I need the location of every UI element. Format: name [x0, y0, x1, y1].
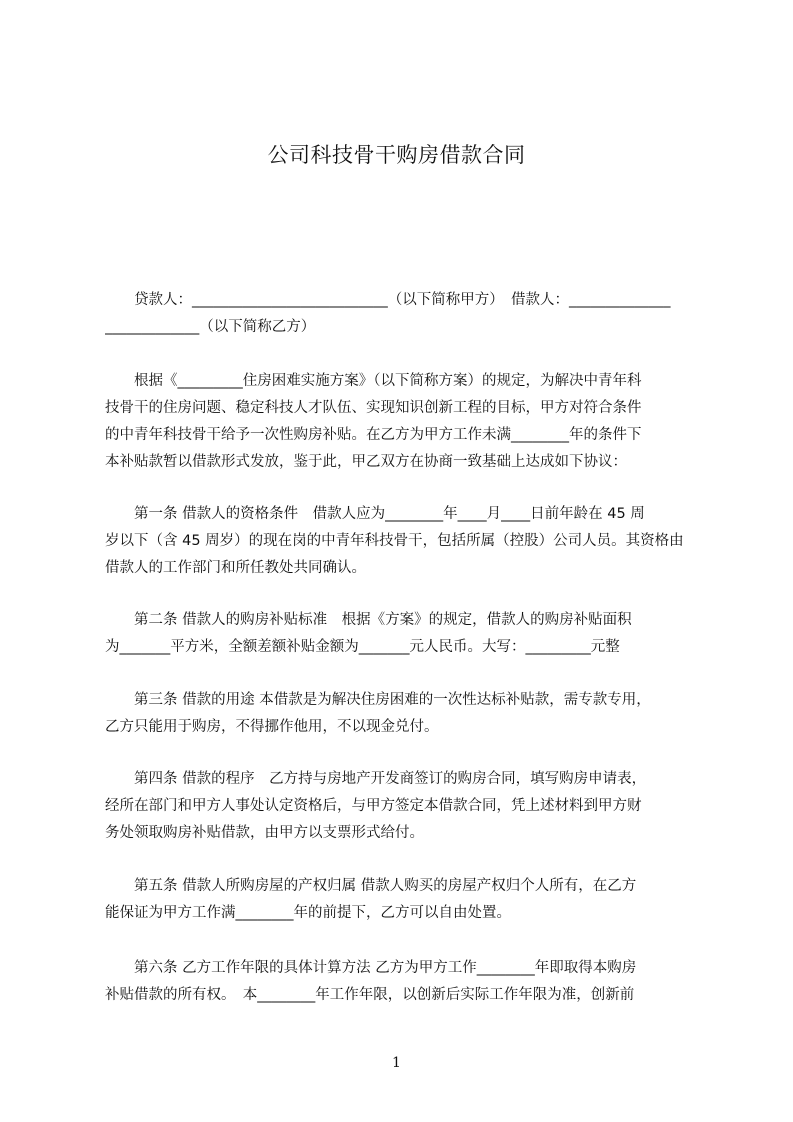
text-line: 第三条 借款的用途 本借款是为解决住房困难的一次性达标补贴款，需专款专用， [105, 692, 651, 708]
text-line: _____________（以下简称乙方） [105, 319, 316, 335]
text-line: 第一条 借款人的资格条件 借款人应为________年____月____日前年龄在 45 周 [105, 506, 645, 522]
article-2-paragraph [105, 607, 705, 661]
text-line: 根据《_________住房困难实施方案》（以下简称方案）的规定，为解决中青年科 [105, 373, 642, 389]
document-title: 公司科技骨干购房借款合同 [267, 143, 526, 167]
text-line: 贷款人：___________________________（以下简称甲方） 借款人：______________ [105, 292, 671, 308]
article-1-paragraph [105, 501, 705, 582]
text-line: 第四条 借款的程序 乙方持与房地产开发商签订的购房合同，填写购房申请表， [105, 771, 647, 787]
text-line: 能保证为甲方工作满________年的前提下，乙方可以自由处置。 [105, 905, 511, 921]
article-5-paragraph [105, 873, 705, 927]
article-4-paragraph [105, 766, 705, 847]
text-line: 务处领取购房补贴借款，由甲方以支票形式给付。 [105, 825, 424, 841]
text-line: 技骨干的住房问题、稳定科技人才队伍、实现知识创新工程的目标，甲方对符合条件 [105, 400, 642, 416]
text-line: 本补贴款暂以借款形式发放，鉴于此，甲乙双方在协商一致基础上达成如下协议： [105, 454, 627, 470]
preamble-paragraph [105, 368, 705, 476]
text-line: 第六条 乙方工作年限的具体计算方法 乙方为甲方工作________年即取得本购房 [105, 960, 637, 976]
text-line: 为_______平方米，全额差额补贴金额为_______元人民币。大写：_________元整 [105, 639, 620, 655]
text-line: 的中青年科技骨干给予一次性购房补贴。在乙方为甲方工作未满________年的条件下 [105, 427, 642, 443]
text-line: 岁以下（含 45 周岁）的现在岗的中青年科技骨干，包括所属（控股）公司人员。其资格由 [105, 533, 684, 549]
text-line: 第五条 借款人所购房屋的产权归属 借款人购买的房屋产权归个人所有，在乙方 [105, 878, 637, 894]
text-line: 借款人的工作部门和所任教处共同确认。 [105, 560, 366, 576]
parties-paragraph [105, 287, 705, 341]
text-line: 第二条 借款人的购房补贴标准 根据《方案》的规定，借款人的购房补贴面积 [105, 612, 632, 628]
page-number: 1 [392, 1055, 401, 1071]
text-line: 经所在部门和甲方人事处认定资格后，与甲方签定本借款合同，凭上述材料到甲方财 [105, 798, 642, 814]
article-3-paragraph [105, 687, 705, 741]
text-line: 补贴借款的所有权。 本________年工作年限，以创新后实际工作年限为准，创新前 [105, 987, 635, 1003]
article-6-paragraph [105, 955, 705, 1009]
text-line: 乙方只能用于购房，不得挪作他用，不以现金兑付。 [105, 719, 439, 735]
